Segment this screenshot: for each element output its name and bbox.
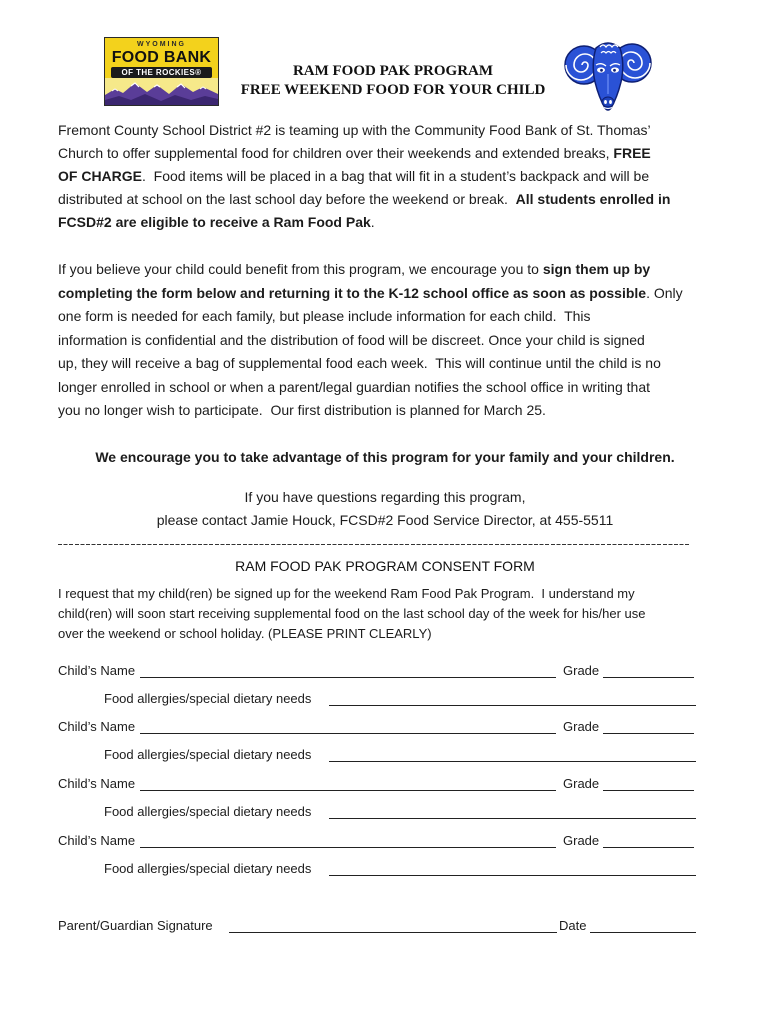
contact-line: please contact Jamie Houck, FCSD#2 Food Service Director, at 455-5511	[156, 512, 614, 528]
signature-label: Parent/Guardian Signature	[58, 918, 213, 933]
child-3-allergies-field[interactable]	[329, 804, 696, 819]
program-subtitle: FREE WEEKEND FOOD FOR YOUR CHILD	[240, 82, 546, 98]
bold-text-run: sign them up by	[542, 261, 651, 277]
text-run: If you believe your child could benefit from this program, we encourage you to	[58, 261, 543, 277]
text-run: information is confidential and the distribution of food will be discreet. Once your child is signed	[58, 331, 645, 348]
text-run: I request that my child(ren) be signed up for the weekend Ram Food Pak Program. I understand my	[58, 586, 635, 601]
text-run: .	[370, 214, 375, 230]
bold-text-run: OF CHARGE	[58, 168, 142, 184]
date-field[interactable]	[590, 918, 696, 933]
grade-label: Grade	[563, 719, 600, 734]
encourage-statement	[58, 446, 712, 469]
text-line	[58, 282, 718, 306]
text-line	[58, 305, 718, 329]
text-line	[58, 188, 718, 211]
logo-state-text: WYOMING	[137, 41, 186, 48]
child-1-row	[0, 661, 770, 681]
child-name-label: Child’s Name	[58, 663, 136, 678]
child-1-allergies-field[interactable]	[329, 691, 696, 706]
child-4-name-field[interactable]	[140, 833, 556, 848]
text-line	[58, 258, 718, 282]
child-3-allergies-row	[0, 802, 770, 822]
child-2-row	[0, 717, 770, 737]
logo-region-band: OF THE ROCKIES®	[111, 67, 212, 78]
text-run: . Only	[646, 284, 683, 301]
text-run: up, they will receive a bag of supplemental food each week. This will continue until the child is no	[58, 355, 661, 371]
child-name-label: Child’s Name	[58, 776, 136, 791]
text-run: Fremont County School District #2 is teaming up with the Community Food Bank of St. Thomas’	[58, 122, 651, 138]
child-1-grade-field[interactable]	[603, 663, 694, 678]
text-run: child(ren) will soon start receiving supplemental food on the last school day of the week for his/her use	[58, 606, 646, 621]
child-2-name-field[interactable]	[140, 719, 556, 734]
consent-title-text: RAM FOOD PAK PROGRAM CONSENT FORM	[235, 558, 535, 574]
child-2-allergies-field[interactable]	[329, 747, 696, 762]
text-run: Church to offer supplemental food for children over their weekends and extended breaks,	[58, 145, 614, 161]
text-run: distributed at school on the last school day before the weekend or break.	[58, 191, 516, 207]
contact-info	[58, 486, 712, 532]
cut-line-divider	[58, 544, 690, 545]
contact-line: If you have questions regarding this program,	[244, 489, 526, 505]
text-run: longer enrolled in school or when a parent/legal guardian notifies the school office in writing that	[58, 378, 650, 395]
text-run: over the weekend or school holiday. (PLEASE PRINT CLEARLY)	[58, 626, 432, 641]
text-line	[58, 604, 718, 624]
child-2-grade-field[interactable]	[603, 719, 694, 734]
text-run: . Food items will be placed in a bag that will fit in a student’s backpack and will be	[142, 168, 650, 184]
signup-paragraph	[58, 258, 718, 423]
child-name-label: Child’s Name	[58, 719, 136, 734]
text-line	[58, 376, 718, 400]
intro-paragraph	[58, 119, 718, 234]
child-name-label: Child’s Name	[58, 833, 136, 848]
ram-head-icon	[563, 32, 653, 112]
encourage-text: We encourage you to take advantage of this program for your family and your children.	[95, 449, 675, 465]
allergies-label: Food allergies/special dietary needs	[104, 747, 312, 762]
child-4-allergies-field[interactable]	[329, 861, 696, 876]
consent-form-title	[58, 555, 712, 577]
text-line	[58, 119, 718, 142]
child-3-name-field[interactable]	[140, 776, 556, 791]
text-line	[58, 399, 718, 423]
text-line	[58, 624, 718, 644]
text-line	[58, 584, 718, 604]
bold-text-run: FCSD#2 are eligible to receive a Ram Food Pak	[58, 214, 371, 230]
logo-name-text: FOOD BANK	[111, 49, 212, 66]
page-title	[200, 62, 586, 100]
grade-label: Grade	[563, 663, 600, 678]
child-1-allergies-row	[0, 689, 770, 709]
child-4-row	[0, 831, 770, 851]
child-3-grade-field[interactable]	[603, 776, 694, 791]
text-line	[58, 329, 718, 353]
allergies-label: Food allergies/special dietary needs	[104, 804, 312, 819]
consent-paragraph	[58, 584, 718, 644]
grade-label: Grade	[563, 833, 600, 848]
date-label: Date	[559, 918, 587, 933]
program-title: RAM FOOD PAK PROGRAM	[292, 63, 494, 79]
text-run: one form is needed for each family, but please include information for each child. This	[58, 308, 591, 324]
text-line	[58, 211, 718, 234]
text-run: you no longer wish to participate. Our first distribution is planned for March 25.	[58, 402, 546, 418]
signature-row	[0, 916, 770, 936]
text-line	[58, 165, 718, 188]
child-4-allergies-row	[0, 859, 770, 879]
allergies-label: Food allergies/special dietary needs	[104, 691, 312, 706]
allergies-label: Food allergies/special dietary needs	[104, 861, 312, 876]
child-1-name-field[interactable]	[140, 663, 556, 678]
child-4-grade-field[interactable]	[603, 833, 694, 848]
bold-text-run: FREE	[613, 145, 651, 161]
bold-text-run: completing the form below and returning it to the K-12 school office as soon as possible	[58, 284, 647, 301]
bold-text-run: All students enrolled in	[515, 191, 671, 207]
grade-label: Grade	[563, 776, 600, 791]
text-line	[58, 142, 718, 165]
text-line	[58, 352, 718, 376]
child-3-row	[0, 774, 770, 794]
signature-field[interactable]	[229, 918, 557, 933]
child-2-allergies-row	[0, 745, 770, 765]
